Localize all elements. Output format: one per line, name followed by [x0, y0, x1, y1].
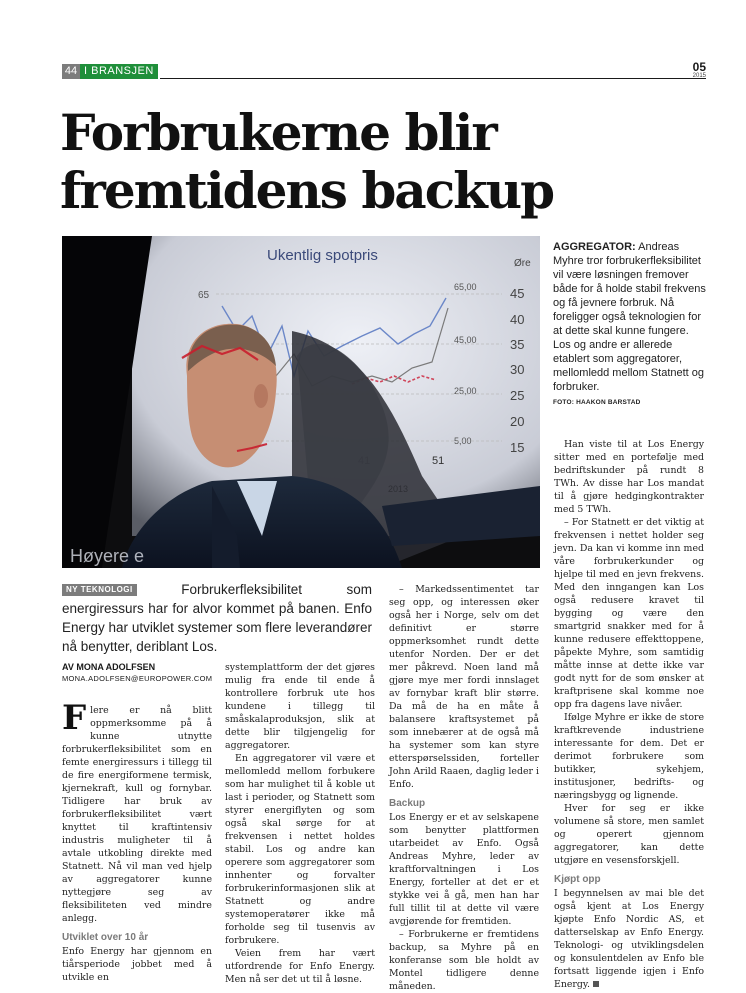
section-label: I BRANSJEN — [80, 64, 158, 79]
end-mark — [593, 981, 599, 987]
right-tick: 25 — [510, 388, 525, 403]
article-column-4 — [554, 438, 704, 991]
topic-tag: NY TEKNOLOGI — [62, 584, 137, 596]
body-paragraph-text: I begynnelsen av mai ble det også kjent at Los Energy kjøpte Enfo Nordic AS, et datterselskap av Enfo Energy. Teknologi- og utviklingsdelen og konsulentdelen av Enfo ble fortsatt liggende igjen i Enfo Energy. — [554, 888, 704, 990]
inner-tick: 25,00 — [454, 386, 477, 396]
body-paragraph: systemplattform der det gjøres mulig fra ende til ende å kontrollere forbruk ute hos kundene i tillegg til småskalaproduksjon, slik at dette blir tilgjengelig for aggregatorer. — [225, 662, 375, 751]
issue-number: 05 — [692, 60, 706, 74]
chart-left-tick: 65 — [198, 290, 210, 301]
issue-info — [693, 62, 706, 79]
right-tick: 20 — [510, 414, 525, 429]
body-paragraph: Los Energy er et av selskapene som benytter plattformen utarbeidet av Enfo. Også Andreas Myhre, leder av kraftforvaltningen i Los Energy, forteller at det er et stykke vei å gå, men han har full tillit til at dette vil være avgjørende for fremtiden. — [389, 812, 539, 927]
article-column-2 — [225, 661, 375, 986]
x-tick: 51 — [432, 455, 445, 467]
body-paragraph: Han viste til at Los Energy sitter med en portefølje med bedriftskunder på rundt 8 TWh. Av disse har Los mandat til å gjøre hedgingkontrakter med 5 TWh. — [554, 439, 704, 515]
subheading: Kjøpt opp — [554, 874, 601, 885]
chart-title: Ukentlig spotpris — [267, 247, 378, 264]
photo-caption — [553, 240, 709, 410]
inner-tick: 65,00 — [454, 282, 477, 292]
article-ingress — [62, 580, 372, 656]
screen-lower-text: Høyere e — [70, 546, 145, 566]
subheading: Utviklet over 10 år — [62, 932, 149, 943]
body-paragraph: lere er nå blitt oppmerksomme på å kunne utnytte forbrukerfleksibilitet som en femte energiressurs i tillegg til de fire energiformene termisk, kjernekraft, kull og fornybar. Tidligere har bruk av forbrukerfleksibilitet vært knyttet til kraftintensiv industris muligheter til å avtale utkobling direkte med Statnett. Nå vil man ved hjelp av aggregatorer kunne nyttegjøre seg av fleksibiliteten ved mindre anlegg. — [62, 705, 212, 924]
author-name: AV MONA ADOLFSEN — [62, 662, 156, 672]
photo-credit: FOTO: HAAKON BARSTAD — [553, 399, 641, 406]
body-paragraph: En aggregatorer vil være et mellomledd mellom forbukere som har mulighet til å koble ut last i perioder, og Statnett som styrer energiflyten og som også skal sørge for at frekvensen i nettet holdes stabil. Los og andre kan operere som aggregatorer som innhenter og forvalter forbrukerinformasjonen slik at Statnett og andre systemoperatører ikke må forholde seg til tusenvis av forbrukere. — [225, 753, 375, 946]
right-tick: 45 — [510, 286, 525, 301]
headline — [60, 104, 700, 220]
article-column-1 — [62, 698, 212, 984]
right-tick: 30 — [510, 362, 525, 377]
caption-label: AGGREGATOR: — [553, 241, 636, 253]
right-tick: 40 — [510, 312, 525, 327]
caption-text: Andreas Myhre tror forbrukerfleksibilitet vil være løsningen fremover både for å holde stabil frekvens og få jevnere forbruk. Nå foreligger også teknologien for at dette skal kunne fungere. Los og andre er allerede etablert som aggregatorer, mellomledd mellom Statnett og forbruker. — [553, 241, 706, 393]
chart-unit: Øre — [514, 258, 531, 269]
body-paragraph: – For Statnett er det viktig at frekvensen i nettet holder seg jevn. Da kan vi komme inn med våre forbrukerkunder og hjelpe til med en jevn frekvens. Med den inngangen kan Los også redusere kravet til bygging og være den smartgrid snakker med for å kunne redusere effekttoppene, påpekte Myhre, som samtidig måtte innse at dette ikke var godt nytt for de som ønsker at kraftprisene skal komme noe opp fra dagens lave nivåer. — [554, 517, 704, 710]
body-paragraph: Ifølge Myhre er ikke de store kraftkrevende industriene interessante for dem. Det er derimot forbrukere som butikker, sykehjem, institusjoner, bedrifts- og næringsbygg og lignende. — [554, 712, 704, 801]
body-paragraph: Hver for seg er ikke volumene så store, men samlet og operert gjennom aggregatorer, kan dette utgjøre en vesensforskjell. — [554, 803, 704, 866]
subheading: Backup — [389, 798, 426, 809]
headline-line-2: fremtidens backup — [60, 161, 554, 220]
author-email[interactable]: MONA.ADOLFSEN@EUROPOWER.COM — [62, 674, 213, 683]
body-paragraph: – Forbrukerne er fremtidens backup, sa Myhre på en konferanse som ble holdt av Montel tidligere denne måneden. — [389, 929, 539, 992]
inner-tick: 45,00 — [454, 335, 477, 345]
article-column-3 — [389, 583, 539, 993]
body-paragraph: Veien frem har vært utfordrende for Enfo Energy. Men nå ser det ut til å løsne. — [225, 948, 375, 985]
article-photo — [62, 236, 540, 568]
body-paragraph: – Markedssentimentet tar seg opp, og interessen øker også her i Norge, selv om det definitivt er større oppmerksomhet rundt dette utenfor Norden. Der er det mer påkrevd. Noen land må gjøre mye mer fordi innslaget av fornybar kraft blir større. Da må de ha en måte å balansere kraftsystemet på som innebærer at de også må ha systemer som kan styre etterspørselssiden, forteller John Arild Raaen, daglig leder i Enfo. — [389, 584, 539, 790]
byline — [62, 661, 212, 685]
page-number: 44 — [62, 64, 80, 79]
right-tick: 15 — [510, 440, 525, 455]
headline-line-1: Forbrukerne blir — [60, 103, 496, 162]
issue-year: 2015 — [692, 73, 706, 79]
body-paragraph — [554, 887, 704, 991]
ingress-text: Forbrukerfleksibilitet som energiressurs har for alvor kommet på banen. Enfo Energy har utviklet systemer som flere leverandører nå benytter, deriblant Los. — [62, 582, 372, 654]
photo-illustration — [62, 236, 540, 568]
right-tick: 35 — [510, 337, 525, 352]
header-rule — [160, 78, 706, 79]
drop-cap: F — [62, 698, 87, 738]
inner-tick: 5,00 — [454, 436, 472, 446]
body-paragraph: Enfo Energy har gjennom en tiårsperiode jobbet med å utvikle en — [62, 946, 212, 983]
